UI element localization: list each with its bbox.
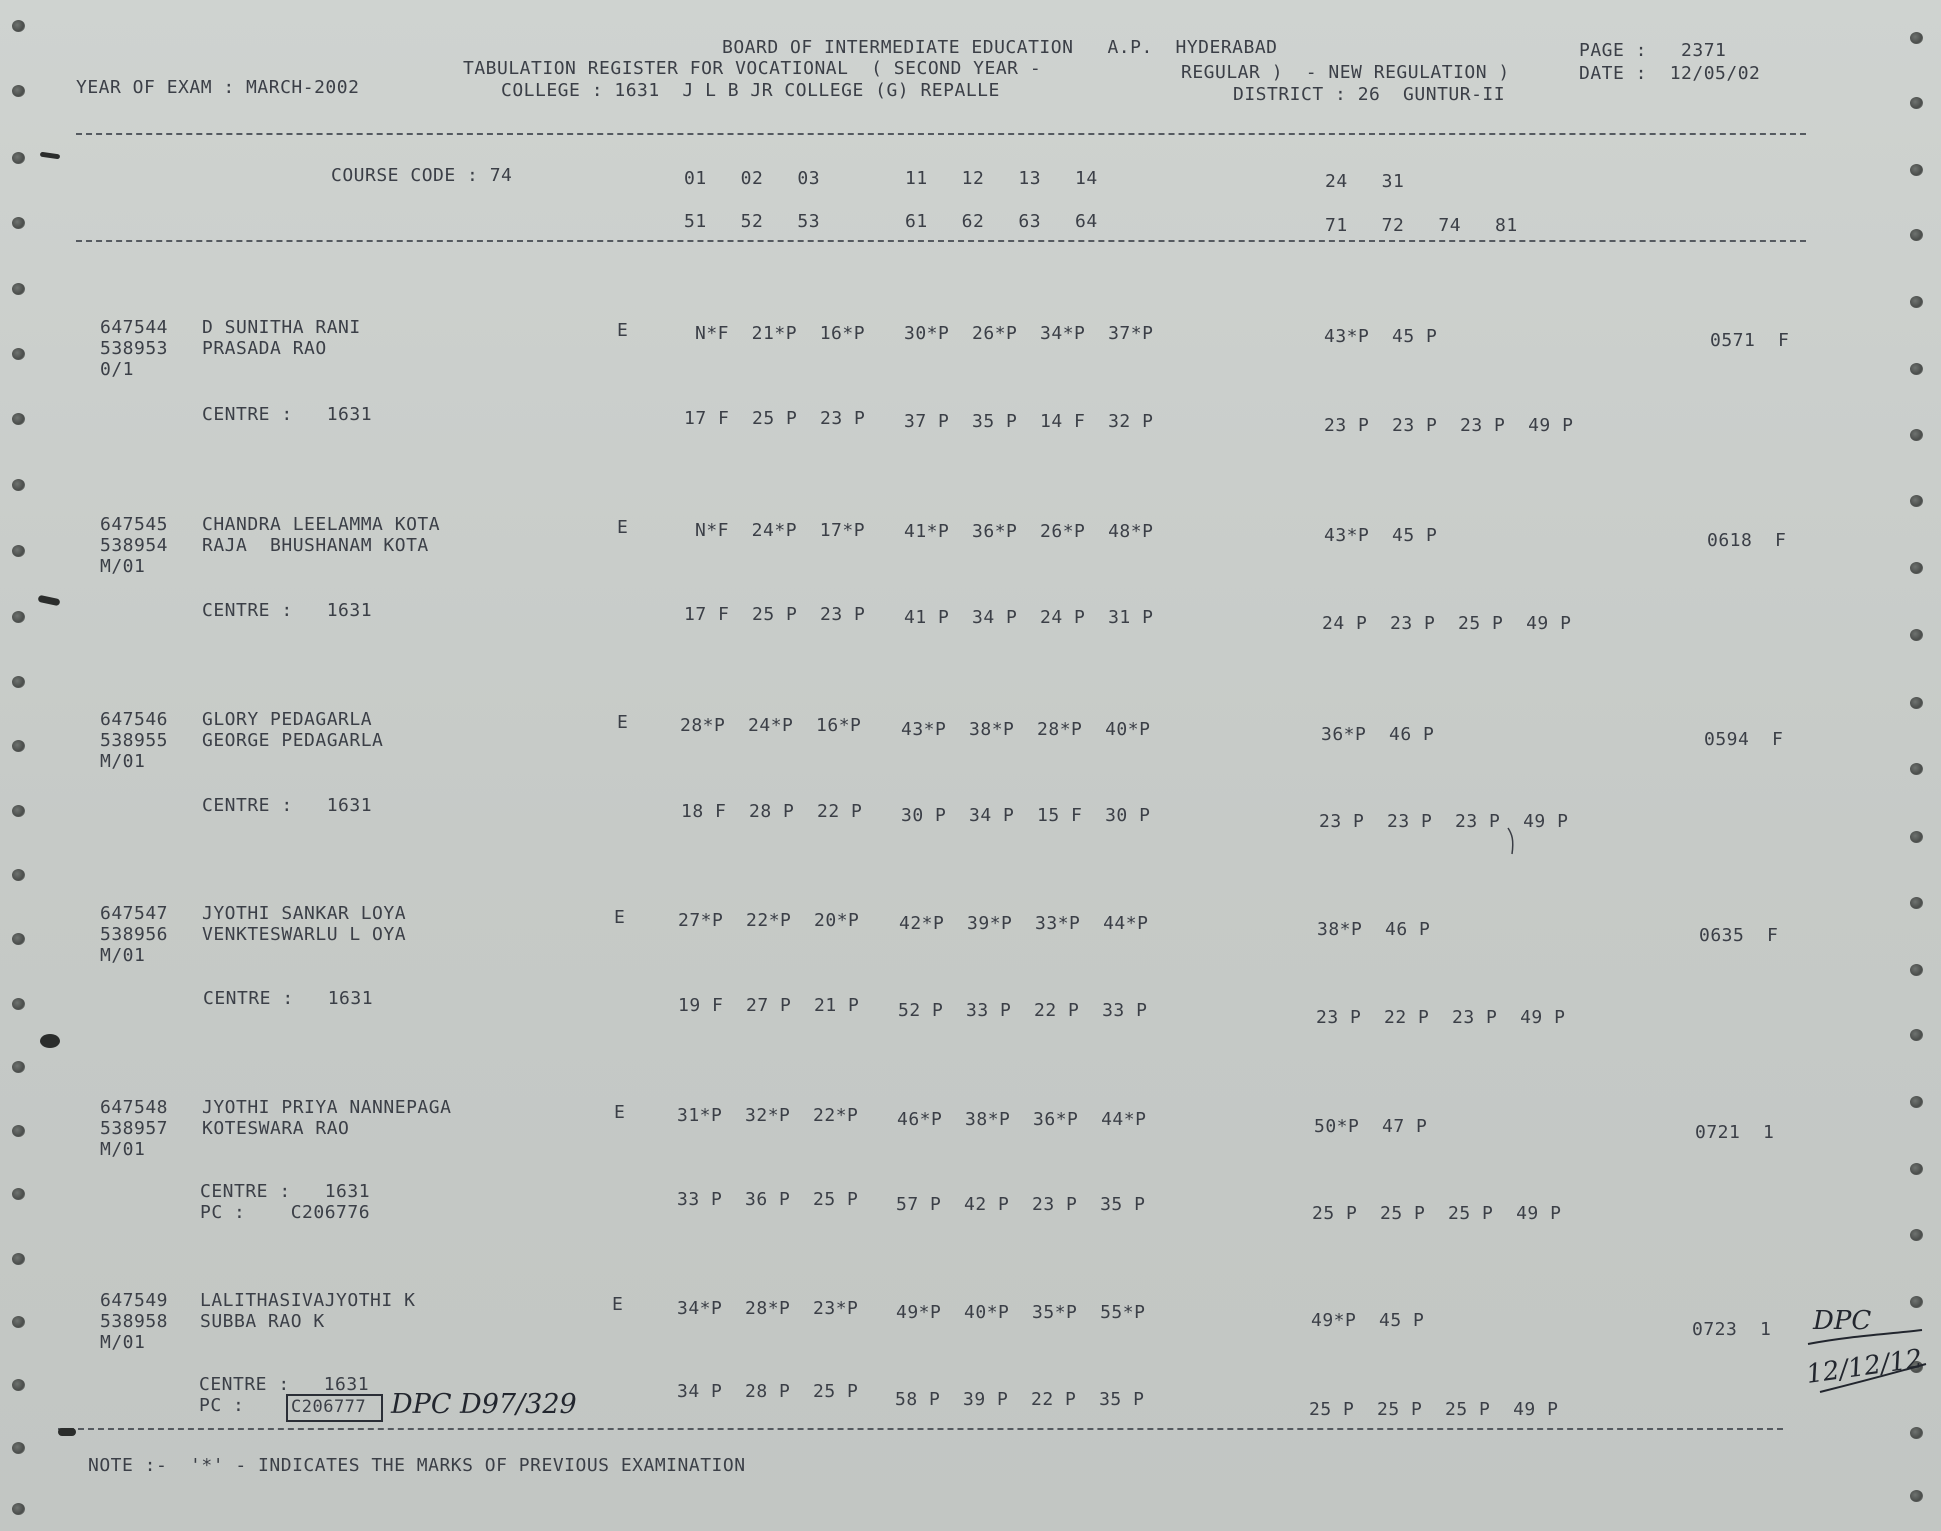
marks-group-2c: 23 P 23 P 23 P 49 P <box>1324 415 1574 436</box>
marks-group-2a: 19 F 27 P 21 P <box>678 995 860 1016</box>
category-code: 0/1 <box>100 359 135 380</box>
pc-number: PC : C206776 <box>200 1202 371 1223</box>
pc-number-box <box>286 1394 383 1422</box>
handwritten-initials: DPC <box>1813 1306 1872 1336</box>
total-result: 0723 1 <box>1692 1319 1772 1340</box>
total-result: 0721 1 <box>1695 1122 1775 1143</box>
marks-group-1a: N*F 21*P 16*P <box>695 323 866 344</box>
tractor-feed-holes-left <box>4 0 34 1531</box>
father-name: KOTESWARA RAO <box>202 1118 350 1139</box>
marks-group-2a: 33 P 36 P 25 P <box>677 1189 859 1210</box>
marks-group-1a: 27*P 22*P 20*P <box>678 910 860 931</box>
marks-group-1a: N*F 24*P 17*P <box>695 520 866 541</box>
student-name: D SUNITHA RANI <box>202 317 361 338</box>
course-code: COURSE CODE : 74 <box>331 165 513 186</box>
medium-code: E <box>617 517 629 538</box>
father-name: SUBBA RAO K <box>200 1311 325 1332</box>
subject-codes-2c: 71 72 74 81 <box>1325 215 1518 236</box>
father-name: VENKTESWARLU L OYA <box>202 924 407 945</box>
ink-blot <box>38 595 61 606</box>
registration-number: 538958 <box>100 1311 169 1332</box>
handwritten-signature-date: 12/12/12 <box>1804 1344 1925 1390</box>
centre-label: CENTRE : 1631 <box>203 988 374 1009</box>
marks-group-2b: 41 P 34 P 24 P 31 P <box>904 607 1154 628</box>
marks-group-2b: 30 P 34 P 15 F 30 P <box>901 805 1151 826</box>
marks-group-1b: 43*P 38*P 28*P 40*P <box>901 719 1151 740</box>
student-name: CHANDRA LEELAMMA KOTA <box>202 514 441 535</box>
medium-code: E <box>614 1102 626 1123</box>
marks-group-1a: 31*P 32*P 22*P <box>677 1105 859 1126</box>
marks-group-1b: 41*P 36*P 26*P 48*P <box>904 521 1154 542</box>
father-name: GEORGE PEDAGARLA <box>202 730 384 751</box>
student-name: LALITHASIVAJYOTHI K <box>200 1290 416 1311</box>
medium-code: E <box>614 907 626 928</box>
regulation-label: REGULAR ) - NEW REGULATION ) <box>1181 62 1510 83</box>
signature-strokes <box>1790 1300 1930 1410</box>
hall-ticket-number: 647548 <box>100 1097 169 1118</box>
centre-label: CENTRE : 1631 <box>199 1374 370 1395</box>
marks-group-2b: 57 P 42 P 23 P 35 P <box>896 1194 1146 1215</box>
marks-group-1b: 42*P 39*P 33*P 44*P <box>899 913 1149 934</box>
marks-group-2a: 17 F 25 P 23 P <box>684 408 866 429</box>
hall-ticket-number: 647547 <box>100 903 169 924</box>
subject-codes-1a: 01 02 03 <box>684 168 821 189</box>
subject-codes-2b: 61 62 63 64 <box>905 211 1098 232</box>
hall-ticket-number: 647546 <box>100 709 169 730</box>
student-name: JYOTHI SANKAR LOYA <box>202 903 407 924</box>
marks-group-1b: 46*P 38*P 36*P 44*P <box>897 1109 1147 1130</box>
marks-group-1a: 28*P 24*P 16*P <box>680 715 862 736</box>
district-label: DISTRICT : 26 GUNTUR-II <box>1233 84 1506 105</box>
student-name: GLORY PEDAGARLA <box>202 709 373 730</box>
total-result: 0594 F <box>1704 729 1784 750</box>
ink-blot <box>40 152 61 160</box>
hall-ticket-number: 647549 <box>100 1290 169 1311</box>
category-code: M/01 <box>100 556 146 577</box>
marks-group-1a: 34*P 28*P 23*P <box>677 1298 859 1319</box>
category-code: M/01 <box>100 751 146 772</box>
marks-group-1c: 50*P 47 P <box>1314 1116 1428 1137</box>
marks-group-2c: 25 P 25 P 25 P 49 P <box>1312 1203 1562 1224</box>
pc-label: PC : <box>199 1395 245 1416</box>
footer-divider <box>58 1428 1783 1430</box>
total-result: 0571 F <box>1710 330 1790 351</box>
total-result: 0635 F <box>1699 925 1779 946</box>
college-label: COLLEGE : 1631 J L B JR COLLEGE (G) REPALLE <box>501 80 1000 101</box>
medium-code: E <box>617 320 629 341</box>
marks-group-2b: 37 P 35 P 14 F 32 P <box>904 411 1154 432</box>
year-of-exam: YEAR OF EXAM : MARCH-2002 <box>76 77 360 98</box>
pc-number-handwritten: C206777 <box>291 1397 367 1417</box>
marks-group-1c: 36*P 46 P <box>1321 724 1435 745</box>
registration-number: 538956 <box>100 924 169 945</box>
centre-label: CENTRE : 1631 <box>202 795 373 816</box>
category-code: M/01 <box>100 945 146 966</box>
centre-label: CENTRE : 1631 <box>200 1181 371 1202</box>
subject-codes-2a: 51 52 53 <box>684 211 821 232</box>
footer-note: NOTE :- '*' - INDICATES THE MARKS OF PREVIOUS EXAMINATION <box>88 1455 746 1476</box>
ink-blot <box>58 1428 76 1436</box>
handwritten-dpc-note: DPC D97/329 <box>391 1389 577 1420</box>
father-name: PRASADA RAO <box>202 338 327 359</box>
marks-group-1c: 43*P 45 P <box>1324 525 1438 546</box>
father-name: RAJA BHUSHANAM KOTA <box>202 535 429 556</box>
marks-group-1c: 43*P 45 P <box>1324 326 1438 347</box>
marks-group-2c: 24 P 23 P 25 P 49 P <box>1322 613 1572 634</box>
ink-blot <box>40 1034 60 1048</box>
marks-group-2a: 17 F 25 P 23 P <box>684 604 866 625</box>
marks-group-2a: 34 P 28 P 25 P <box>677 1381 859 1402</box>
total-result: 0618 F <box>1707 530 1787 551</box>
registration-number: 538957 <box>100 1118 169 1139</box>
page-number: PAGE : 2371 <box>1579 40 1727 61</box>
registration-number: 538955 <box>100 730 169 751</box>
hall-ticket-number: 647545 <box>100 514 169 535</box>
hall-ticket-number: 647544 <box>100 317 169 338</box>
marks-group-2c: 25 P 25 P 25 P 49 P <box>1309 1399 1559 1420</box>
column-divider <box>76 240 1806 242</box>
student-name: JYOTHI PRIYA NANNEPAGA <box>202 1097 452 1118</box>
marks-group-2b: 58 P 39 P 22 P 35 P <box>895 1389 1145 1410</box>
print-date: DATE : 12/05/02 <box>1579 63 1761 84</box>
register-title: TABULATION REGISTER FOR VOCATIONAL ( SECOND YEAR - <box>463 58 1042 79</box>
pen-tick-mark <box>1500 820 1540 860</box>
marks-group-2b: 52 P 33 P 22 P 33 P <box>898 1000 1148 1021</box>
registration-number: 538954 <box>100 535 169 556</box>
marks-group-1b: 30*P 26*P 34*P 37*P <box>904 323 1154 344</box>
centre-label: CENTRE : 1631 <box>202 404 373 425</box>
subject-codes-1c: 24 31 <box>1325 171 1405 192</box>
marks-group-2a: 18 F 28 P 22 P <box>681 801 863 822</box>
registration-number: 538953 <box>100 338 169 359</box>
subject-codes-1b: 11 12 13 14 <box>905 168 1098 189</box>
marks-group-1c: 49*P 45 P <box>1311 1310 1425 1331</box>
marks-group-2c: 23 P 22 P 23 P 49 P <box>1316 1007 1566 1028</box>
medium-code: E <box>617 712 629 733</box>
category-code: M/01 <box>100 1139 146 1160</box>
header-divider <box>76 133 1806 135</box>
medium-code: E <box>612 1294 624 1315</box>
marks-group-1b: 49*P 40*P 35*P 55*P <box>896 1302 1146 1323</box>
board-title: BOARD OF INTERMEDIATE EDUCATION A.P. HYDERABAD <box>722 37 1278 58</box>
marks-group-2c: 23 P 23 P 23 P 49 P <box>1319 811 1569 832</box>
marks-group-1c: 38*P 46 P <box>1317 919 1431 940</box>
category-code: M/01 <box>100 1332 146 1353</box>
centre-label: CENTRE : 1631 <box>202 600 373 621</box>
